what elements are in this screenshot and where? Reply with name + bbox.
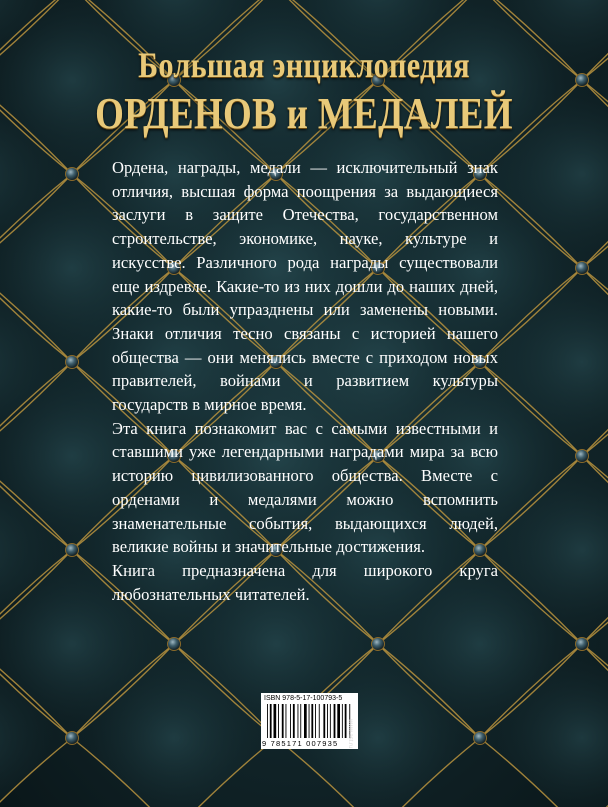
description-paragraph-1: Ордена, награды, медали — исключительный знак отличия, высшая форма поощрения за выдающиеся заслуги в защите Отечества, государственном строительстве, экономике, науке, культуре и искусстве. Различного рода награды существовали еще издревле. Какие-то из них дошли до наших дней, какие-то были упразднены или заменены новыми. Знаки отличия тесно связаны с историей нашего общества — они менялись вместе с приходом новых правителей, войнами и развитием культуры государств в мирное время. [112,158,498,415]
barcode-bar [293,704,295,738]
barcode-bar [309,704,310,738]
tuft-button [66,544,79,557]
tuft-button [474,732,487,745]
barcode-bar [274,704,277,738]
barcode-bar [278,704,279,738]
barcode-bar [304,704,307,738]
description-paragraph-2: Эта книга познакомит вас с самыми известными и ставшими уже легендарными наградами мира за всю историю цивилизованного общества. Вместе с орденами и медалями можно вспомнить знаменательные события, выдающихся людей, великие войны и значительные достижения. [112,418,498,557]
barcode-bar [286,704,287,738]
barcode-bar [311,704,313,738]
barcode-bar [330,704,331,738]
tuft-button [372,638,385,651]
barcode-bar [337,704,340,738]
description-paragraph-3: Книга предназначена для широкого круга любознательных читателей. [112,560,498,604]
title-line-1: Большая энциклопедия [138,45,470,85]
description-text [112,156,498,606]
barcode-bars [267,704,352,738]
barcode-bar [327,704,328,738]
title-line-2: ОРДЕНОВ и МЕДАЛЕЙ [95,89,513,138]
barcode-digits: 9 785171 007935 [262,739,339,748]
barcode-bar [342,704,343,738]
barcode-bar [298,704,299,738]
barcode-bar [323,704,325,738]
publisher-website: www.ast.ru [347,719,353,749]
barcode-bar [300,704,301,738]
barcode-bar [334,704,336,738]
barcode-bar [282,704,284,738]
tuft-button [66,168,79,181]
tuft-button [168,638,181,651]
barcode-bar [267,704,268,738]
barcode-bar [319,704,320,738]
barcode-bar [315,704,316,738]
barcode-bar [290,704,291,738]
tuft-button [576,450,589,463]
tuft-button [576,262,589,275]
tuft-button [66,732,79,745]
tuft-button [576,74,589,87]
barcode-bar [270,704,272,738]
tuft-button [66,356,79,369]
isbn-barcode-block [261,693,358,749]
isbn-label: ISBN 978-5-17-100793-5 [264,695,343,702]
tuft-button [576,638,589,651]
